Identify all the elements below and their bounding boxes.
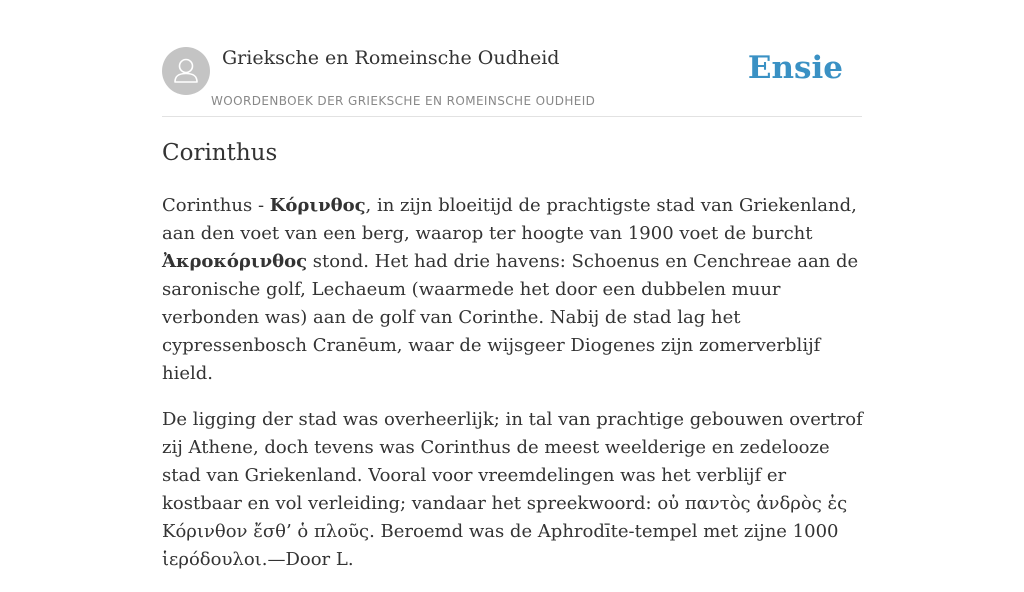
article-body xyxy=(162,192,866,592)
site-title[interactable]: Grieksche en Romeinsche Oudheid xyxy=(222,47,560,69)
user-placeholder-icon xyxy=(162,47,210,95)
avatar[interactable] xyxy=(162,47,210,95)
paragraph-text: Corinthus - xyxy=(162,195,270,216)
article-paragraph-1 xyxy=(162,192,866,388)
greek-term: Ἀκροκόρινθος xyxy=(162,251,308,272)
site-header xyxy=(162,46,862,117)
brand-logo[interactable]: Ensie xyxy=(747,50,843,86)
site-subtitle: WOORDENBOEK DER GRIEKSCHE EN ROMEINSCHE OUDHEID xyxy=(211,94,596,108)
paragraph-text: , in zijn bloeitijd de prachtigste stad van Griekenland, aan den voet van een berg, waarop ter hoogte van 1900 voet de burcht xyxy=(162,195,857,244)
article-paragraph-2: De ligging der stad was overheerlijk; in tal van prachtige gebouwen overtrof zij Athene, doch tevens was Corinthus de meest weelderige en zedelooze stad van Griekenland. Vooral voor vreemdelingen was het verblijf er kostbaar en vol verleiding; vandaar het spreekwoord: οὐ παντὸς ἀνδρὸς ἐς Κόρινθον ἔσθ’ ὁ πλοῦς. Beroemd was de Aphrodīte-tempel met zijne 1000 ἱερόδουλοι.—Door L. xyxy=(162,409,863,570)
greek-term: Κόρινθος xyxy=(269,195,366,216)
paragraph-text: stond. Het had drie havens: Schoenus en Cenchreae aan de saronische golf, Lechaeum (waarmede het door een dubbelen muur verbonden was) aan de golf van Corinthe. Nabij de stad lag het cypressenbosch Cranēum, waar de wijsgeer Diogenes zijn zomerverblijf hield. xyxy=(162,251,859,384)
page-title: Corinthus xyxy=(162,140,278,166)
